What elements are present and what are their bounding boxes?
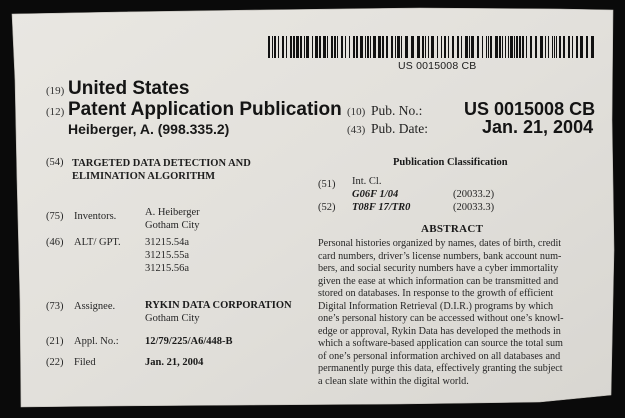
inventors-label: Inventors. — [74, 211, 117, 222]
inid-code-12: (12) — [46, 106, 65, 118]
assignee-name: RYKIN DATA CORPORATION — [145, 300, 292, 311]
abstract-line: edge or approval, Rykin Data has developed the methods in — [318, 325, 561, 337]
barcode-bar — [488, 36, 489, 58]
inid-code-19: (19) — [46, 85, 65, 97]
abstract-line: given the ease at which information can be transmitted and — [318, 275, 559, 287]
barcode-bar — [448, 36, 449, 58]
barcode-bar — [477, 36, 479, 58]
barcode-bar — [563, 36, 565, 58]
barcode-bar — [465, 36, 468, 58]
barcode-bar — [304, 36, 305, 58]
barcode-bar — [315, 36, 318, 58]
barcode-bar — [471, 36, 474, 58]
barcode-bar — [522, 36, 524, 58]
barcode-bar — [540, 36, 543, 58]
appl-no-label: Appl. No.: — [74, 336, 119, 347]
barcode-bar — [535, 36, 537, 58]
abstract-line: stored on databases. In response to the growth of efficient — [318, 288, 554, 299]
barcode-bar — [431, 36, 434, 58]
barcode-bar — [337, 36, 338, 58]
barcode-bar — [499, 36, 501, 58]
barcode-bar — [428, 36, 429, 58]
barcode-bar — [572, 36, 573, 58]
barcode-bar — [469, 36, 470, 58]
barcode-bar — [505, 36, 506, 58]
barcode-bar — [556, 36, 557, 58]
barcode-bar — [268, 36, 270, 58]
barcode-bar — [278, 36, 279, 58]
barcode-bar — [554, 36, 555, 58]
barcode-bar — [411, 36, 414, 58]
inid-code-73: (73) — [46, 301, 64, 312]
int-cl-label: Int. Cl. — [352, 176, 382, 187]
filed-value: Jan. 21, 2004 — [145, 357, 204, 368]
barcode-bar — [437, 36, 438, 58]
invention-title-line-2: ELIMINATION ALGORITHM — [72, 171, 216, 182]
barcode-bar — [508, 36, 509, 58]
barcode-bar — [482, 36, 483, 58]
barcode-bar — [296, 36, 299, 58]
barcode-bar — [345, 36, 346, 58]
applicant-line: Heiberger, A. (998.335.2) — [68, 121, 230, 137]
barcode-bar — [327, 36, 328, 58]
barcode-bar — [586, 36, 588, 58]
inventor-name: A. Heiberger — [145, 207, 200, 218]
pub-no-value: US 0015008 CB — [464, 99, 596, 119]
barcode-bar — [530, 36, 532, 58]
barcode-bar — [552, 36, 553, 58]
barcode-bar — [417, 36, 420, 58]
alt-gpt-value-3: 31215.56a — [145, 263, 190, 274]
assignee-city: Gotham City — [145, 313, 200, 324]
barcode-bar — [386, 36, 388, 58]
barcode-bar — [367, 36, 369, 58]
barcode-bar — [486, 36, 487, 58]
classification-heading: Publication Classification — [393, 157, 508, 168]
barcode-bar — [356, 36, 358, 58]
barcode-bar — [526, 36, 527, 58]
barcode-bar — [568, 36, 570, 58]
barcode-bar — [331, 36, 333, 58]
barcode-bar — [319, 36, 321, 58]
class-number-2: (20033.3) — [453, 202, 495, 213]
barcode-bar — [391, 36, 393, 58]
alt-gpt-value-1: 31215.54a — [145, 237, 190, 248]
barcode-bar — [272, 36, 273, 58]
barcode-bar — [490, 36, 492, 58]
class-code-1: G06F 1/04 — [352, 189, 399, 200]
barcode-bar — [349, 36, 350, 58]
barcode-bar — [422, 36, 424, 58]
barcode-bar — [382, 36, 384, 58]
country-heading: United States — [68, 78, 190, 99]
barcode-bar — [341, 36, 343, 58]
barcode-bar — [286, 36, 287, 58]
barcode-bar — [300, 36, 302, 58]
abstract-line: bers, and social security numbers have a cyber immortality — [318, 263, 559, 274]
appl-no-value: 12/79/225/A6/448-B — [145, 336, 233, 347]
class-number-1: (20033.2) — [453, 189, 495, 200]
barcode-bar — [397, 36, 400, 58]
barcode-bar — [370, 36, 371, 58]
barcode-bar — [323, 36, 326, 58]
inid-code-75: (75) — [46, 211, 64, 222]
barcode-bar — [306, 36, 309, 58]
assignee-label: Assignee. — [74, 301, 116, 312]
barcode-bar — [495, 36, 498, 58]
barcode-bar — [312, 36, 313, 58]
inid-code-10: (10) — [347, 106, 366, 118]
barcode-bar — [559, 36, 561, 58]
pub-date-value: Jan. 21, 2004 — [482, 117, 594, 137]
barcode-bar — [405, 36, 408, 58]
barcode-bar — [452, 36, 454, 58]
barcode-bar — [334, 36, 336, 58]
barcode-bar — [444, 36, 446, 58]
barcode-bar — [282, 36, 284, 58]
barcode-bar — [365, 36, 366, 58]
inventor-city: Gotham City — [145, 220, 200, 231]
barcode-bar — [545, 36, 546, 58]
barcode-bar — [510, 36, 513, 58]
barcode-bar — [502, 36, 503, 58]
inid-code-21: (21) — [46, 336, 64, 347]
alt-gpt-value-2: 31215.55a — [145, 250, 190, 261]
barcode-bar — [519, 36, 521, 58]
barcode-bar — [290, 36, 292, 58]
inid-code-22: (22) — [46, 357, 64, 368]
filed-label: Filed — [74, 357, 96, 368]
class-code-2: T08F 17/TR0 — [352, 202, 411, 213]
abstract-body — [318, 238, 590, 388]
barcode-bar — [580, 36, 583, 58]
barcode-bar — [441, 36, 442, 58]
inid-code-43: (43) — [347, 124, 366, 136]
abstract-line: card numbers, driver’s license numbers, bank account num- — [318, 250, 562, 262]
barcode-bar — [425, 36, 426, 58]
invention-title-line-1: TARGETED DATA DETECTION AND — [72, 158, 251, 169]
alt-gpt-label: ALT/ GPT. — [74, 237, 121, 248]
barcode-bar — [373, 36, 376, 58]
pub-date-label: Pub. Date: — [371, 121, 428, 136]
abstract-line: permanently purge this data, effectively granting the subject — [318, 363, 563, 374]
abstract-line: one’s personal history can be accessed without one’s knowl- — [318, 313, 564, 324]
pub-no-label: Pub. No.: — [371, 103, 423, 118]
barcode-bar — [516, 36, 518, 58]
barcode-bar — [591, 36, 594, 58]
inid-code-54: (54) — [46, 157, 64, 168]
publication-type-heading: Patent Application Publication — [68, 99, 342, 120]
barcode-bar — [353, 36, 355, 58]
barcode-bar — [576, 36, 578, 58]
abstract-heading: ABSTRACT — [421, 223, 484, 235]
barcode-bar — [360, 36, 363, 58]
abstract-line: Digital Information Retrieval (D.I.R.) programs by which — [318, 300, 554, 312]
barcode-bar — [378, 36, 381, 58]
barcode-number: US 0015008 CB — [398, 60, 477, 72]
barcode-image — [268, 36, 596, 58]
barcode-bar — [401, 36, 402, 58]
abstract-line: Personal histories organized by names, dates of birth, credit — [318, 238, 562, 249]
barcode-bar — [274, 36, 276, 58]
abstract-line: which a software-based application can source the total sum — [318, 338, 563, 349]
barcode-bar — [514, 36, 515, 58]
barcode-bar — [548, 36, 549, 58]
abstract-line: of one’s personal information archived on all databases and — [318, 350, 561, 362]
barcode-bar — [395, 36, 396, 58]
barcode-bar — [293, 36, 295, 58]
barcode-bar — [461, 36, 462, 58]
inid-code-52: (52) — [318, 202, 336, 213]
inid-code-46: (46) — [46, 237, 64, 248]
abstract-line: a clean slate within the digital world. — [318, 375, 469, 387]
inid-code-51: (51) — [318, 179, 336, 190]
barcode-bar — [457, 36, 459, 58]
